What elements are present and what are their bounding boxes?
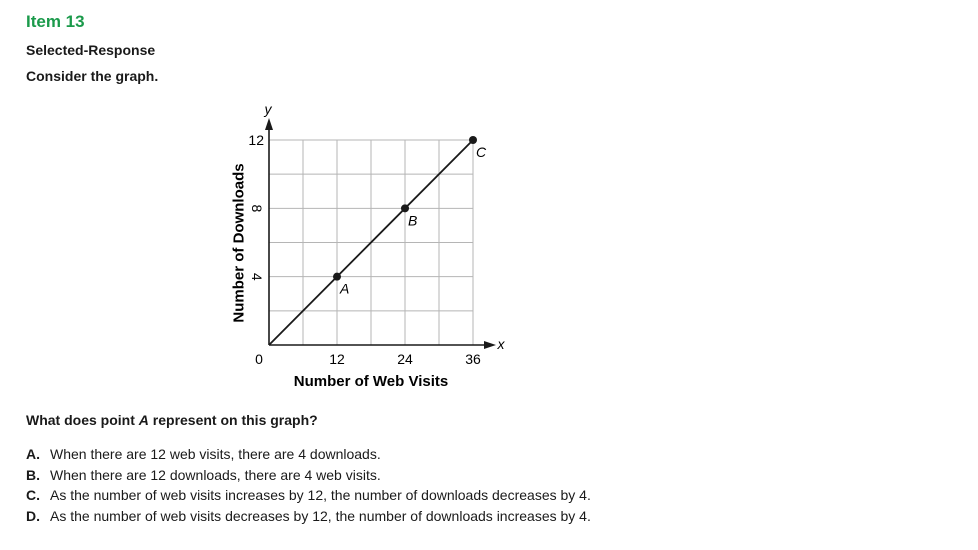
point-c xyxy=(469,136,477,144)
question-point: A xyxy=(138,412,149,428)
choice-c[interactable] xyxy=(26,487,591,508)
x-tick-label: 24 xyxy=(397,351,413,367)
item-title: Item 13 xyxy=(26,12,85,31)
choice-letter: C. xyxy=(26,487,40,503)
y-tick-label: 12 xyxy=(248,132,264,148)
y-axis-arrow xyxy=(265,118,273,130)
choice-text: When there are 12 downloads, there are 4 web visits. xyxy=(50,466,381,483)
question-text xyxy=(26,412,318,428)
instruction-text: Consider the graph. xyxy=(26,68,159,84)
y-tick-label: 8 xyxy=(249,204,265,213)
y-axis-title: Number of Downloads xyxy=(230,163,248,323)
choice-d[interactable] xyxy=(26,508,591,529)
choice-text: As the number of web visits increases by 12, the number of downloads decreases by 4. xyxy=(50,487,591,503)
choice-b[interactable] xyxy=(26,467,591,488)
x-axis-arrow xyxy=(484,341,496,349)
choice-text: As the number of web visits decreases by 12, the number of downloads increases by 4. xyxy=(50,507,591,524)
question-prefix: What does point xyxy=(26,412,139,428)
point-label-b: B xyxy=(408,212,418,229)
choice-letter: B. xyxy=(26,466,40,483)
x-axis-symbol: x xyxy=(497,336,505,352)
choice-text: When there are 12 web visits, there are 4 downloads. xyxy=(50,446,381,462)
item-type: Selected-Response xyxy=(26,42,156,58)
x-tick-label: 12 xyxy=(329,351,345,367)
point-a xyxy=(333,273,341,281)
origin-label: 0 xyxy=(255,351,263,367)
y-axis-symbol: y xyxy=(264,101,272,117)
x-axis-title: Number of Web Visits xyxy=(293,373,449,390)
question-suffix: represent on this graph? xyxy=(148,412,318,428)
point-label-c: C xyxy=(476,144,487,160)
choice-letter: D. xyxy=(26,507,40,524)
x-tick-label: 36 xyxy=(465,351,481,367)
point-label-a: A xyxy=(340,280,350,297)
choice-letter: A. xyxy=(26,446,40,462)
answer-choices xyxy=(26,446,591,528)
choice-a[interactable] xyxy=(26,446,591,467)
point-b xyxy=(401,204,409,212)
y-tick-label: 4 xyxy=(249,272,265,281)
